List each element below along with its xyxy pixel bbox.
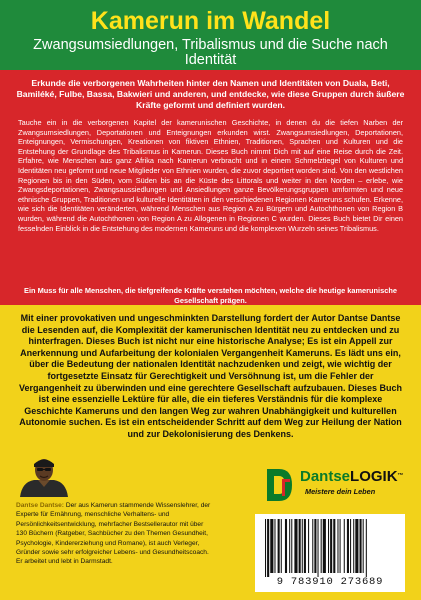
barcode-bar bbox=[308, 519, 309, 573]
barcode-bar bbox=[274, 519, 275, 573]
barcode-bar bbox=[363, 519, 364, 573]
publisher-logo bbox=[264, 465, 406, 505]
barcode-bar bbox=[337, 519, 338, 573]
barcode-bar bbox=[318, 519, 319, 577]
barcode-bar bbox=[360, 519, 362, 573]
barcode-bar bbox=[299, 519, 301, 573]
barcode-bar bbox=[333, 519, 335, 573]
dantselogik-logo-icon bbox=[264, 465, 297, 505]
barcode-bar bbox=[267, 519, 269, 577]
author-bio bbox=[16, 501, 216, 567]
author-bio-text: Der aus Kamerun stammende Wissenslehrer, der Experte für Ernährung, menschliche Verhaltens- und Persönlichkeitsentwicklung, mehrfacher Bestsellerautor mit über 130 Büchern (Ratgeber, Sachbücher zu den Themen Gesundheit, Psychologie, Kindererziehung und Romane), ist auch Verleger, Gründer sowie sehr erfolgreicher Lebens- und Gesundheitscoach. Er arbeitet und lebt in Darmstadt. bbox=[16, 502, 211, 566]
barcode-bar bbox=[291, 519, 292, 573]
barcode-bar bbox=[281, 519, 282, 573]
barcode-bar bbox=[302, 519, 303, 573]
book-subtitle: Zwangsumsiedlungen, Tribalismus und die Suche nach Identität bbox=[33, 37, 388, 68]
barcode-icon bbox=[261, 519, 399, 577]
barcode-bar bbox=[314, 519, 316, 573]
barcode-bar bbox=[294, 519, 297, 573]
barcode-bar bbox=[323, 519, 326, 573]
barcode-bar bbox=[289, 519, 290, 573]
publisher-name-part1: Dantse bbox=[300, 468, 351, 485]
barcode-bar bbox=[347, 519, 349, 573]
publisher-name-part2: LOGIK bbox=[350, 468, 398, 485]
book-title: Kamerun im Wandel bbox=[90, 7, 331, 35]
publisher-tagline: Meistere dein Leben bbox=[305, 487, 376, 496]
trademark-symbol: ™ bbox=[397, 473, 404, 479]
barcode-bar bbox=[344, 519, 345, 573]
barcode-bar bbox=[366, 519, 367, 577]
barcode-bar bbox=[285, 519, 287, 573]
barcode-bar bbox=[265, 519, 266, 577]
barcode-bar bbox=[278, 519, 280, 573]
barcode-bar bbox=[340, 519, 341, 573]
author-name: Dantse Dantse: bbox=[16, 502, 65, 509]
isbn-barcode bbox=[255, 514, 405, 592]
barcode-bar bbox=[328, 519, 329, 573]
barcode-bar bbox=[355, 519, 358, 573]
barcode-bar bbox=[350, 519, 351, 573]
blurb-body: Tauche ein in die verborgenen Kapitel der kamerunischen Geschichte, in denen du die tiefen Narben der Zwangsumsiedlungen, Deportationen und Enteignungen erkunden wirst. Zwangsumsiedlungen, Deportationen, Enteignungen, Vermischungen, Kreationen von fiktiven Ethnien, Traditionen, Sprachen und Kulturen und die Entstehung der Grundlage des Tribalismus in Kamerun. Dieses Buch nimmt Dich mit auf eine Reise durch die Zeit. Erfahre, wie Menschen aus ganz Afrika nach Kamerun verbracht und in einem Schmelztiegel von Kulturen und Identitäten neu geformt und neue Mitglieder von Ethnien wurden, die zuvor deportiert worden sind. Von den westlichen Regionen bis in den Süden, vom Süden bis an die Küste des Littorals und weiter in den Norden – erlebe, wie Zwangsdeportationen, Zwangsaussiedlungen und Ansiedlungen ganze Bevölkerungsgruppen umformten und neue ethnische Gruppen, Traditionen und kulturelle Identitäten in den verschiedenen Regionen Kameruns schufen. Erkenne, wie sich die Identitäten veränderten, während Menschen aus Region A zu Bürgern und Autochthonen von Region B wurden, während die Autochthonen von Region A zu Allogenen in Regionen C wurden. Dieses Buch bietet Dir einen fesselnden Einblick in die Entstehung des modernen Kameruns und die komplexen Wurzeln seines Tribalismus. bbox=[18, 118, 403, 233]
author-appeal-text: Mit einer provokativen und ungeschminkten Darstellung fordert der Autor Dantse Dantse die Lesenden auf, die Komplexität der kamerunischen Identität neu zu entdecken und zu hinterfragen. Dieses Buch ist nicht nur eine historische Analyse; Es ist ein Appell zur Anerkennung und Aufarbeitung der kolonialen Vergangenheit Kameruns. Es lädt uns ein, über die Bedeutung der nationalen Identität nachzudenken und zeigt, wie wichtig der fortgesetzte Einsatz für Gerechtigkeit und Versöhnung ist, um die Fehler der Vergangenheit zu überwinden und eine gerechtere Gesellschaft aufzubauen. Dieses Buch ist eine essenzielle Lektüre für alle, die ein tieferes Verständnis für die komplexe Geschichte Kameruns und den langen Weg zur wahren Unabhängigkeit und kulturellen Autonomie suchen. Es ist ein entscheidender Schritt auf dem Weg zur Heilung der Nation und zur Dekolonisierung des Denkens. bbox=[18, 313, 403, 439]
barcode-bar bbox=[321, 519, 322, 573]
barcode-bar bbox=[304, 519, 306, 573]
barcode-bar bbox=[312, 519, 313, 573]
isbn-digits: 9 783910 273689 bbox=[276, 576, 384, 588]
author-portrait bbox=[16, 454, 72, 497]
blurb-lead: Erkunde die verborgenen Wahrheiten hinter den Namen und Identitäten von Duala, Beti, Bamiléké, Fulbe, Bassa, Bakwieri und anderen, und entdecke, wie diese Gruppen durch äußere Kräfte geformt und definiert wurden. bbox=[16, 78, 405, 110]
publisher-name bbox=[300, 468, 404, 485]
barcode-bar bbox=[353, 519, 354, 573]
barcode-bar bbox=[270, 519, 273, 573]
barcode-bar bbox=[330, 519, 332, 573]
blurb-outro: Ein Muss für alle Menschen, die tiefgreifende Kräfte verstehen möchten, welche die heutige kamerunische Gesellschaft prägen. bbox=[24, 286, 397, 305]
